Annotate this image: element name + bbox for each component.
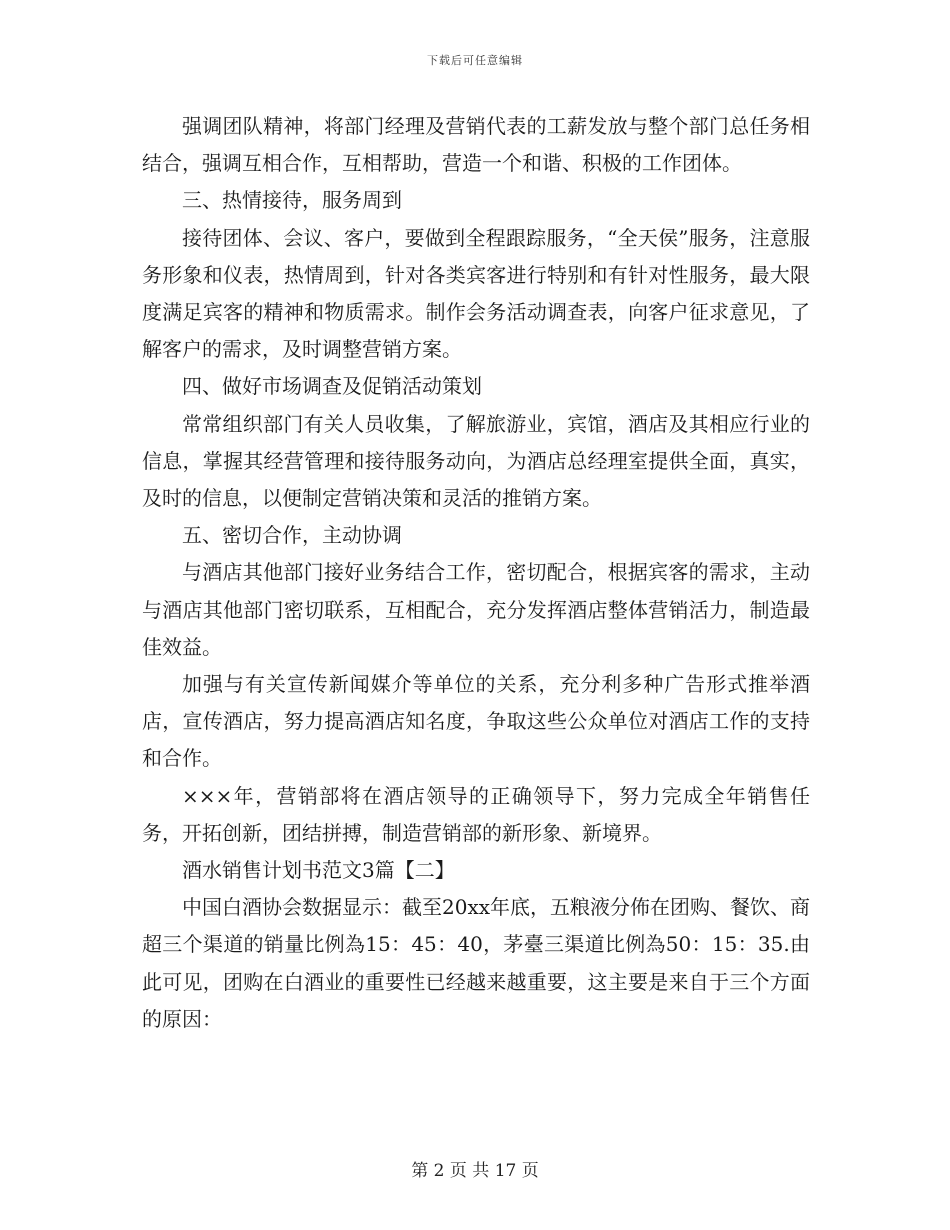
section-heading-5: 五、密切合作，主动协调 — [182, 523, 402, 548]
paragraph-reception: 接待团体、会议、客户，要做到全程跟踪服务，“全天侯”服务，注意服务形象和仪表，热情周到，针对各类宾客进行特别和有针对性服务，最大限度满足宾客的精神和物质需求。制作会务活动调查表，向客户征求意见，了解客户的需求，及时调整营销方案。 — [142, 225, 810, 362]
paragraph-market-research: 常常组织部门有关人员收集，了解旅游业，宾馆，酒店及其相应行业的信息，掌握其经营管理和接待服务动向，为酒店总经理室提供全面，真实，及时的信息，以便制定营销决策和灵活的推销方案。 — [142, 411, 810, 511]
paragraph-cooperation: 与酒店其他部门接好业务结合工作，密切配合，根据宾客的需求，主动与酒店其他部门密切联系，互相配合，充分发挥酒店整体营销活力，制造最佳效益。 — [142, 560, 810, 659]
paragraph-annual-goal: ×××年，营销部将在酒店领导的正确领导下，努力完成全年销售任务，开拓创新，团结拼搏，制造营销部的新形象、新境界。 — [142, 783, 810, 845]
section-heading-4: 四、做好市场调查及促销活动策划 — [182, 374, 482, 399]
paragraph-baijiu-data: 中国白酒协会数据显示：截至20xx年底，五粮液分佈在团购、餐饮、商超三个渠道的销量比例為15：45：40，茅臺三渠道比例為50：15：35.由此可见，团购在白酒业的重要性已经越来越重要，这主要是来自于三个方面的原因： — [142, 895, 811, 1031]
page-number: 第 2 页 共 17 页 — [411, 1161, 539, 1181]
paragraph-team-spirit: 强调团队精神，将部门经理及营销代表的工薪发放与整个部门总任务相结合，强调互相合作，互相帮助，营造一个和谐、积极的工作团体。 — [142, 114, 810, 176]
document-body — [142, 108, 810, 1038]
paragraph-media-relations: 加强与有关宣传新闻媒介等单位的关系，充分利多种广告形式推举酒店，宣传酒店，努力提高酒店知名度，争取这些公众单位对酒店工作的支持和合作。 — [142, 672, 810, 771]
section-heading-3: 三、热情接待，服务周到 — [182, 188, 402, 213]
article-title-2: 酒水销售计划书范文3篇【二】 — [182, 858, 455, 883]
header-note: 下载后可任意编辑 — [427, 54, 523, 67]
